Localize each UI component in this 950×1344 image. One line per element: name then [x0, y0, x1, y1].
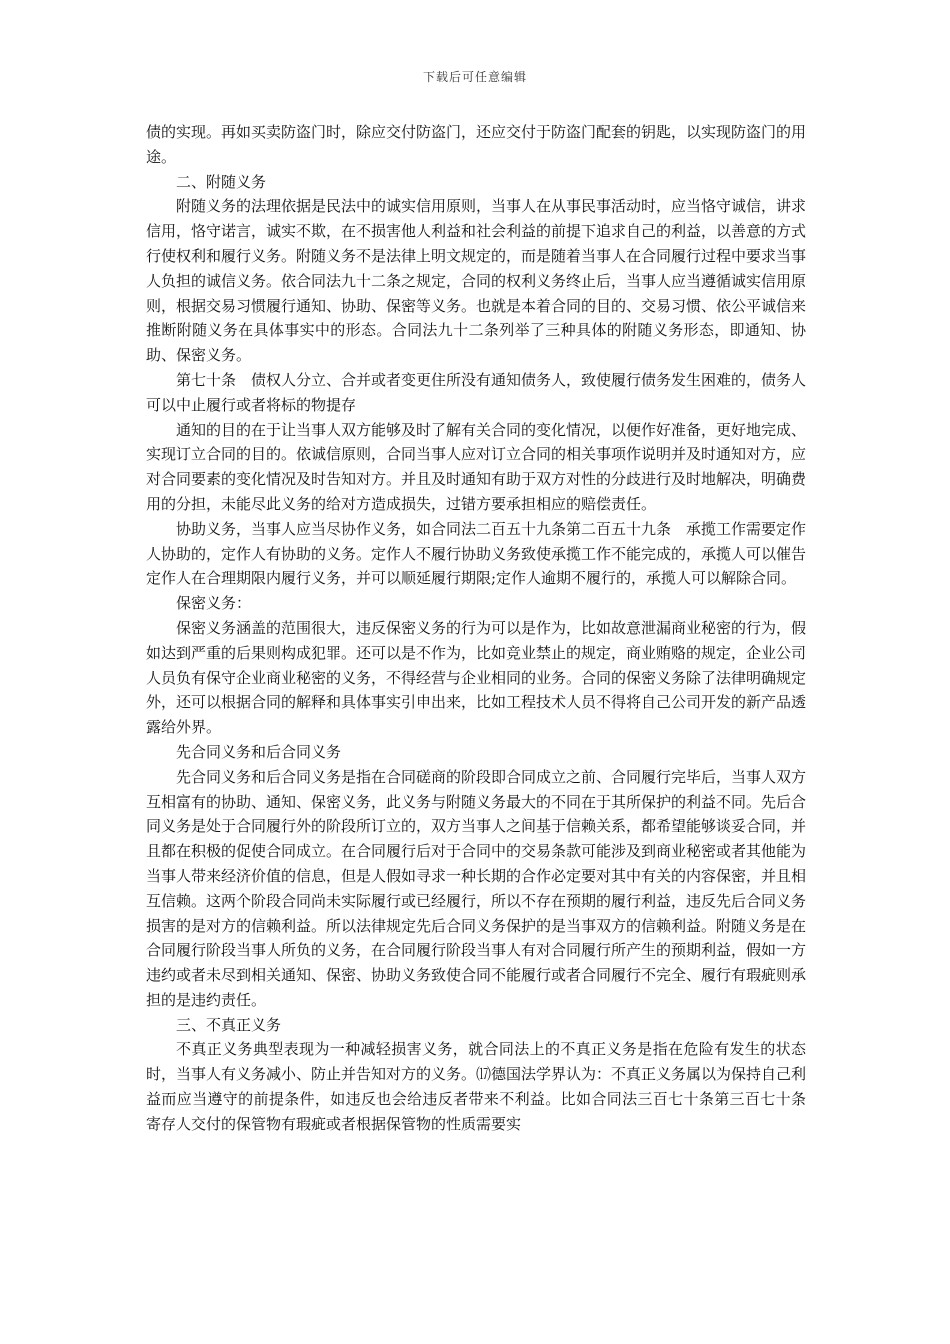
paragraph-5: 通知的目的在于让当事人双方能够及时了解有关合同的变化情况，以便作好准备，更好地完成、实现订立合同的目的。依诚信原则，合同当事人应对订立合同的相关事项作说明并及时通知对方，应对合同要素的变化情况及时告知对方。并且及时通知有助于双方对性的分歧进行及时地解决，明确费用的分担，未能尽此义务的给对方造成损失，过错方要承担相应的赔偿责任。: [146, 420, 807, 513]
paragraph-10: 先合同义务和后合同义务是指在合同磋商的阶段即合同成立之前、合同履行完毕后，当事人双方互相富有的协助、通知、保密义务，此义务与附随义务最大的不同在于其所保护的利益不同。先后合同义务是处于合同履行外的阶段所订立的，双方当事人之间基于信赖关系，都希望能够谈妥合同，并且都在积极的促使合同成立。在合同履行后对于合同中的交易条款可能涉及到商业秘密或者其他能为当事人带来经济价值的信息，但是人假如寻求一种长期的合作必定要对其中有关的内容保密，并且相互信赖。这两个阶段合同尚未实际履行或已经履行，所以不存在预期的履行利益，违反先后合同义务损害的是对方的信赖利益。所以法律规定先后合同义务保护的是当事双方的信赖利益。附随义务是在合同履行阶段当事人所负的义务，在合同履行阶段当事人有对合同履行所产生的预期利益，假如一方违约或者未尽到相关通知、保密、协助义务致使合同不能履行或者合同履行不完全、履行有瑕疵则承担的是违约责任。: [146, 767, 807, 1009]
paragraph-6: 协助义务，当事人应当尽协作义务，如合同法二百五十九条第二百五十九条 承揽工作需要定作人协助的，定作人有协助的义务。定作人不履行协助义务致使承揽工作不能完成的，承揽人可以催告定作人在合理期限内履行义务，并可以顺延履行期限;定作人逾期不履行的，承揽人可以解除合同。: [146, 519, 807, 588]
sub-heading-7: 保密义务：: [176, 594, 252, 613]
section-heading-2: 二、附随义务: [176, 172, 267, 191]
paragraph-3: 附随义务的法理依据是民法中的诚实信用原则，当事人在从事民事活动时，应当恪守诚信，讲求信用，恪守诺言，诚实不欺，在不损害他人利益和社会利益的前提下追求自己的利益，以善意的方式行使权利和履行义务。附随义务不是法律上明文规定的，而是随着当事人在合同履行过程中要求当事人负担的诚信义务。依合同法九十二条之规定，合同的权利义务终止后，当事人应当遵循诚实信用原则，根据交易习惯履行通知、协助、保密等义务。也就是本着合同的目的、交易习惯、依公平诚信来推断附随义务在具体事实中的形态。合同法九十二条列举了三种具体的附随义务形态，即通知、协助、保密义务。: [146, 197, 807, 365]
section-heading-11: 三、不真正义务: [176, 1015, 282, 1034]
paragraph-12: 不真正义务典型表现为一种减轻损害义务，就合同法上的不真正义务是指在危险有发生的状态时，当事人有义务减小、防止并告知对方的义务。⒄德国法学界认为：不真正义务属以为保持自己利益而应当遵守的前提条件，如违反也会给违反者带来不利益。比如合同法三百七十条第三百七十条 寄存人交付的保管物有瑕疵或者根据保管物的性质需要实: [146, 1040, 822, 1133]
paragraph-8: 保密义务涵盖的范围很大，违反保密义务的行为可以是作为，比如故意泄漏商业秘密的行为，假如达到严重的后果则构成犯罪。还可以是不作为，比如竞业禁止的规定，商业贿赂的规定，企业公司人员负有保守企业商业秘密的义务，不得经营与企业相同的业务。合同的保密义务除了法律明确规定外，还可以根据合同的解释和具体事实引申出来，比如工程技术人员不得将自己公司开发的新产品透露给外界。: [146, 618, 807, 737]
sub-heading-9: 先合同义务和后合同义务: [176, 742, 342, 761]
paragraph-4: 第七十条 债权人分立、合并或者变更住所没有通知债务人，致使履行债务发生困难的，债务人可以中止履行或者将标的物提存: [146, 370, 807, 414]
page-header: 下载后可任意编辑: [422, 70, 527, 84]
paragraph-1: 债的实现。再如买卖防盗门时，除应交付防盗门，还应交付于防盗门配套的钥匙，以实现防盗门的用途。: [146, 123, 807, 166]
document-body: [146, 120, 822, 1137]
